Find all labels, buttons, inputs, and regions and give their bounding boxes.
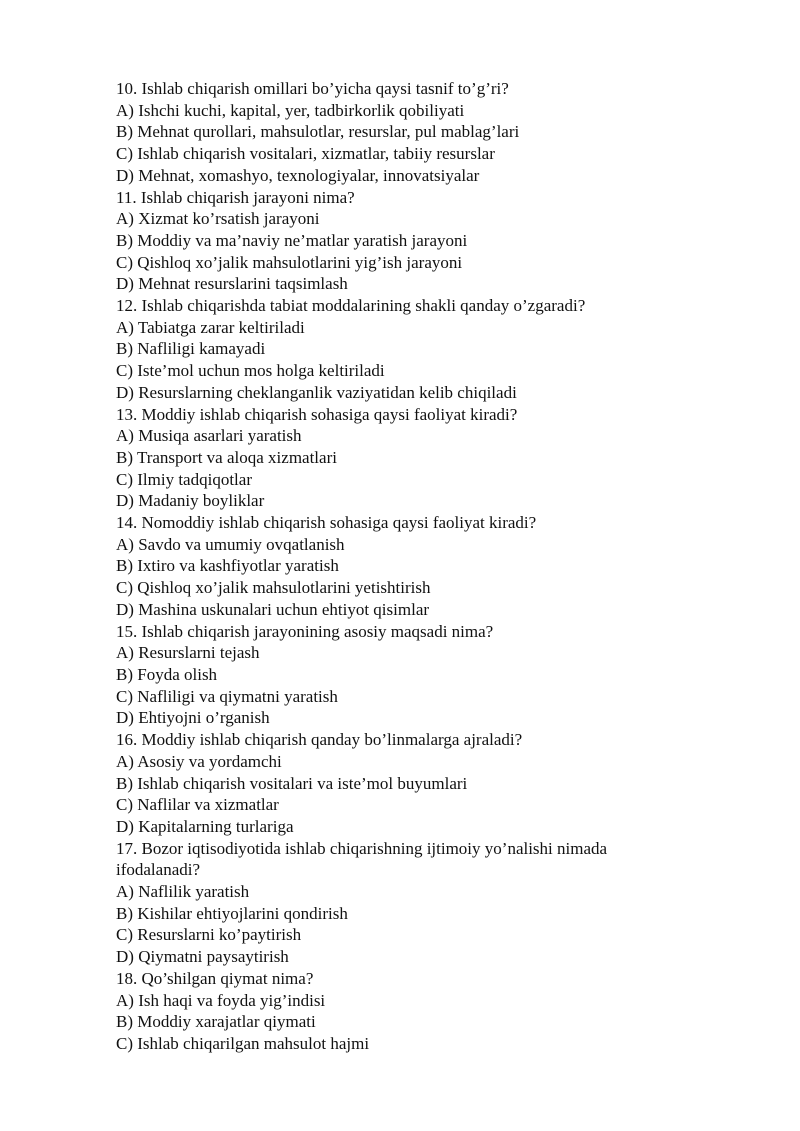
- answer-option-c: C) Qishloq xo’jalik mahsulotlarini yetishtirish: [116, 578, 431, 598]
- answer-option-b: B) Nafliligi kamayadi: [116, 339, 266, 359]
- answer-option-c: C) Ishlab chiqarilgan mahsulot hajmi: [116, 1033, 370, 1053]
- question-text: 10. Ishlab chiqarish omillari bo’yicha qaysi tasnif to’g’ri?: [116, 79, 509, 98]
- answer-option-a: A) Resurslarni tejash: [116, 643, 260, 663]
- question-text: 16. Moddiy ishlab chiqarish qanday bo’linmalarga ajraladi?: [116, 730, 523, 750]
- question-13: [116, 404, 676, 513]
- answer-option-d: D) Mehnat resurslarini taqsimlash: [116, 274, 348, 294]
- answer-option-d: D) Ehtiyojni o’rganish: [116, 708, 270, 728]
- question-16: [116, 729, 676, 838]
- answer-option-c: C) Naflilar va xizmatlar: [116, 795, 279, 815]
- answer-option-a: A) Xizmat ko’rsatish jarayoni: [116, 209, 320, 229]
- answer-option-b: B) Moddiy va ma’naviy ne’matlar yaratish jarayoni: [116, 230, 468, 250]
- answer-option-a: A) Musiqa asarlari yaratish: [116, 426, 302, 446]
- answer-option-b: B) Ishlab chiqarish vositalari va iste’mol buyumlari: [116, 773, 468, 793]
- question-text: 12. Ishlab chiqarishda tabiat moddalarining shakli qanday o’zgaradi?: [116, 296, 586, 316]
- answer-option-c: C) Ishlab chiqarish vositalari, xizmatlar, tabiiy resurslar: [116, 144, 495, 164]
- question-14: [116, 512, 676, 621]
- answer-option-a: A) Ish haqi va foyda yig’indisi: [116, 990, 326, 1010]
- answer-option-a: A) Naflilik yaratish: [116, 882, 250, 902]
- question-text: 18. Qo’shilgan qiymat nima?: [116, 968, 314, 988]
- answer-option-d: D) Resurslarning cheklanganlik vaziyatidan kelib chiqiladi: [116, 382, 517, 402]
- answer-option-b: B) Ixtiro va kashfiyotlar yaratish: [116, 556, 339, 576]
- answer-option-c: C) Qishloq xo’jalik mahsulotlarini yig’ish jarayoni: [116, 252, 463, 272]
- answer-option-a: A) Savdo va umumiy ovqatlanish: [116, 534, 345, 554]
- answer-option-b: B) Kishilar ehtiyojlarini qondirish: [116, 903, 348, 923]
- answer-option-c: C) Resurslarni ko’paytirish: [116, 925, 302, 945]
- question-12: [116, 295, 676, 404]
- answer-option-d: D) Qiymatni paysaytirish: [116, 947, 289, 967]
- answer-option-c: C) Iste’mol uchun mos holga keltiriladi: [116, 361, 385, 381]
- answer-option-a: A) Ishchi kuchi, kapital, yer, tadbirkorlik qobiliyati: [116, 100, 465, 120]
- answer-option-a: A) Asosiy va yordamchi: [116, 751, 282, 771]
- answer-option-d: D) Kapitalarning turlariga: [116, 816, 294, 836]
- question-text: 17. Bozor iqtisodiyotida ishlab chiqarishning ijtimoiy yo’nalishi nimada ifodalanadi?: [116, 838, 608, 880]
- question-text: 14. Nomoddiy ishlab chiqarish sohasiga qaysi faoliyat kiradi?: [116, 513, 537, 533]
- answer-option-a: A) Tabiatga zarar keltiriladi: [116, 317, 305, 337]
- answer-option-b: B) Mehnat qurollari, mahsulotlar, resurslar, pul mablag’lari: [116, 122, 520, 142]
- question-15: [116, 621, 676, 730]
- answer-option-c: C) Ilmiy tadqiqotlar: [116, 469, 252, 489]
- question-text: 13. Moddiy ishlab chiqarish sohasiga qaysi faoliyat kiradi?: [116, 404, 518, 424]
- question-11: [116, 187, 676, 296]
- answer-option-d: D) Mashina uskunalari uchun ehtiyot qisimlar: [116, 599, 430, 619]
- question-list: [116, 78, 676, 1055]
- answer-option-b: B) Transport va aloqa xizmatlari: [116, 447, 337, 467]
- answer-option-b: B) Moddiy xarajatlar qiymati: [116, 1012, 316, 1032]
- question-17: [116, 838, 676, 968]
- answer-option-d: D) Madaniy boyliklar: [116, 491, 265, 511]
- answer-option-b: B) Foyda olish: [116, 664, 218, 684]
- answer-option-d: D) Mehnat, xomashyo, texnologiyalar, innovatsiyalar: [116, 165, 480, 185]
- question-10: [116, 78, 676, 187]
- answer-option-c: C) Nafliligi va qiymatni yaratish: [116, 686, 338, 706]
- question-18: [116, 968, 676, 1055]
- question-text: 11. Ishlab chiqarish jarayoni nima?: [116, 187, 355, 207]
- question-text: 15. Ishlab chiqarish jarayonining asosiy maqsadi nima?: [116, 621, 494, 641]
